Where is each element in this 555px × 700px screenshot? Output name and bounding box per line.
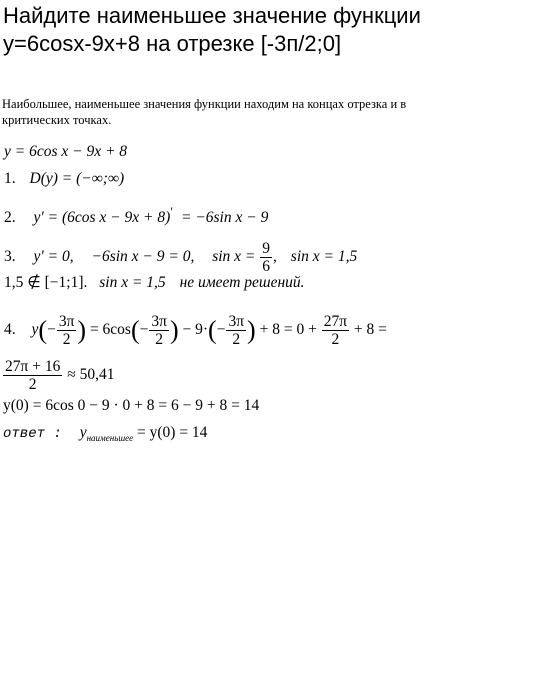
fraction-numerator: 3π	[151, 313, 167, 330]
sin-equals: sin x =	[212, 248, 256, 266]
fraction-numerator: 3π	[58, 313, 75, 330]
answer-subscript: наименьшее	[86, 433, 134, 443]
step-2-number: 2.	[4, 209, 16, 227]
fraction-numerator: 9	[262, 240, 271, 257]
no-solution-text: не имеет решений.	[179, 274, 305, 291]
page-title	[3, 2, 551, 58]
step-4-evaluation: 4. y(− $\frac{3\pi}{2}$ ) = 6cos(− $\frac{3\pi}{2}$ ) − 9·(− $\frac{3\pi}{2}$ ) + 8 = 0 + $\frac{27\pi}{2}$ + 8 =	[4, 313, 387, 348]
fraction-3pi-2-b	[149, 313, 169, 348]
derivative-prime: ′	[170, 204, 174, 219]
fraction-3pi-2-c	[226, 313, 246, 348]
answer	[3, 424, 207, 447]
fraction-denominator: 2	[62, 331, 71, 348]
sin-value: sin x = 1,5	[290, 248, 358, 266]
answer-y: y	[79, 424, 87, 441]
range-check	[4, 274, 305, 292]
plus-8-equals: + 8 = 0 +	[259, 321, 317, 339]
y-symbol: y	[31, 321, 39, 339]
equation: −6sin x − 9 = 0,	[91, 248, 195, 266]
function-formula: y = 6cos x − 9x + 8	[4, 143, 128, 160]
fraction-9-6	[260, 240, 272, 275]
approx-value: ≈ 50,41	[67, 366, 115, 384]
fraction-numerator: 27π	[323, 313, 348, 330]
derivative-result: = −6sin x − 9	[180, 209, 269, 227]
derivative-expression: y′ = (6cos x − 9x + 8)	[33, 209, 171, 227]
fraction-numerator: 3π	[228, 313, 245, 330]
domain-formula: D(y) = (−∞;∞)	[29, 170, 125, 187]
approximation	[2, 358, 114, 393]
solution-note: Наибольшее, наименьшее значения функции находим на концах отрезка и в критических точках.	[2, 97, 407, 127]
fraction-27pi-2	[322, 313, 349, 348]
fraction-denominator: 6	[262, 258, 271, 275]
step-1-domain	[4, 170, 124, 188]
plus-8-end: + 8 =	[353, 321, 387, 339]
step-2-derivative	[4, 203, 268, 227]
value-at-zero	[3, 397, 259, 415]
fraction-approx	[3, 358, 62, 393]
step-4-number: 4.	[4, 321, 16, 339]
equals-6cos: = 6cos	[89, 321, 131, 339]
fraction-numerator: 27π + 16	[5, 358, 61, 375]
title-line-1: Найдите наименьшее значение функции	[3, 3, 421, 28]
comma: ,	[273, 248, 277, 266]
answer-value: = y(0) = 14	[137, 424, 208, 441]
derivative-zero: y′ = 0,	[33, 248, 74, 266]
answer-label: ответ :	[3, 426, 62, 442]
fraction-denominator: 2	[28, 376, 37, 393]
range-statement: 1,5 ∉ [−1;1].	[4, 274, 88, 291]
step-1-number: 1.	[4, 170, 16, 187]
title-line-2: y=6cosx-9x+8 на отрезке [-3п/2;0]	[3, 31, 342, 56]
fraction-3pi-2-a	[57, 313, 77, 348]
step-3-number: 3.	[4, 248, 16, 266]
function-definition	[4, 143, 127, 161]
sin-equation: sin x = 1,5	[99, 274, 166, 291]
fraction-denominator: 2	[232, 331, 241, 348]
fraction-denominator: 2	[155, 331, 164, 348]
minus-9: − 9·	[182, 321, 209, 339]
y0-calculation: y(0) = 6cos 0 − 9 · 0 + 8 = 6 − 9 + 8 = 14	[3, 397, 260, 414]
step-3-critical-points	[4, 240, 357, 275]
fraction-denominator: 2	[331, 331, 340, 348]
